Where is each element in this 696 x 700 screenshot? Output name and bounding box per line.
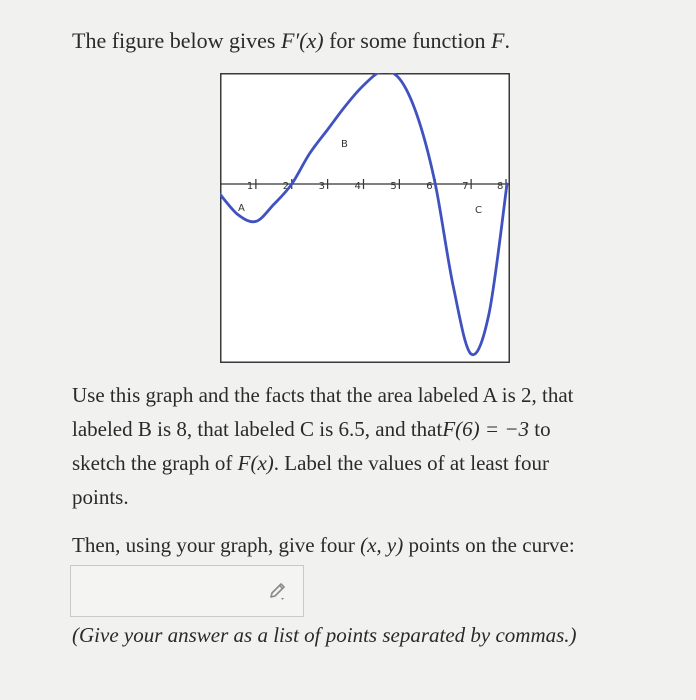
followup-before: Then, using your graph, give four xyxy=(72,533,361,557)
pencil-icon[interactable] xyxy=(267,580,289,602)
problem-line-3 xyxy=(72,446,662,480)
followup-after: points on the curve: xyxy=(403,533,575,557)
problem-condition: F(6) = −3 xyxy=(442,417,529,441)
followup-question xyxy=(72,530,672,560)
x-tick-label-3: 3 xyxy=(318,181,325,192)
x-tick-label-4: 4 xyxy=(354,181,361,192)
problem-statement xyxy=(72,378,662,514)
problem-line-3-text: sketch the graph of xyxy=(72,451,238,475)
x-tick-label-5: 5 xyxy=(390,181,397,192)
derivative-graph-svg xyxy=(220,73,510,363)
region-label-b: B xyxy=(341,139,348,150)
answer-format-hint: (Give your answer as a list of points separated by commas.) xyxy=(72,623,577,647)
intro-function-2: F xyxy=(491,28,505,53)
x-tick-label-8: 8 xyxy=(497,181,504,192)
problem-line-1: Use this graph and the facts that the area labeled A is 2, that xyxy=(72,383,574,407)
answer-input[interactable] xyxy=(70,565,304,617)
problem-line-2-text: labeled B is 8, that labeled C is 6.5, and that xyxy=(72,417,443,441)
x-tick-label-7: 7 xyxy=(462,181,469,192)
x-tick-label-6: 6 xyxy=(426,181,433,192)
intro-function: F′(x) xyxy=(280,28,324,53)
derivative-graph xyxy=(220,73,510,363)
region-label-a: A xyxy=(238,203,245,214)
problem-line-2-end: to xyxy=(529,417,551,441)
intro-before: The figure below gives xyxy=(72,28,281,53)
problem-line-3-end: . Label the values of at least four xyxy=(273,451,549,475)
graph-frame xyxy=(221,74,510,363)
followup-math: (x, y) xyxy=(360,533,404,557)
problem-line-2 xyxy=(72,412,662,446)
region-label-c: C xyxy=(475,205,482,216)
x-tick-label-2: 2 xyxy=(282,181,290,192)
problem-line-4: points. xyxy=(72,485,129,509)
intro-after: for some function xyxy=(323,28,492,53)
problem-function: F(x) xyxy=(237,451,274,475)
intro-period: . xyxy=(504,28,510,53)
intro-text xyxy=(72,26,510,56)
x-tick-label-1: 1 xyxy=(246,181,254,192)
